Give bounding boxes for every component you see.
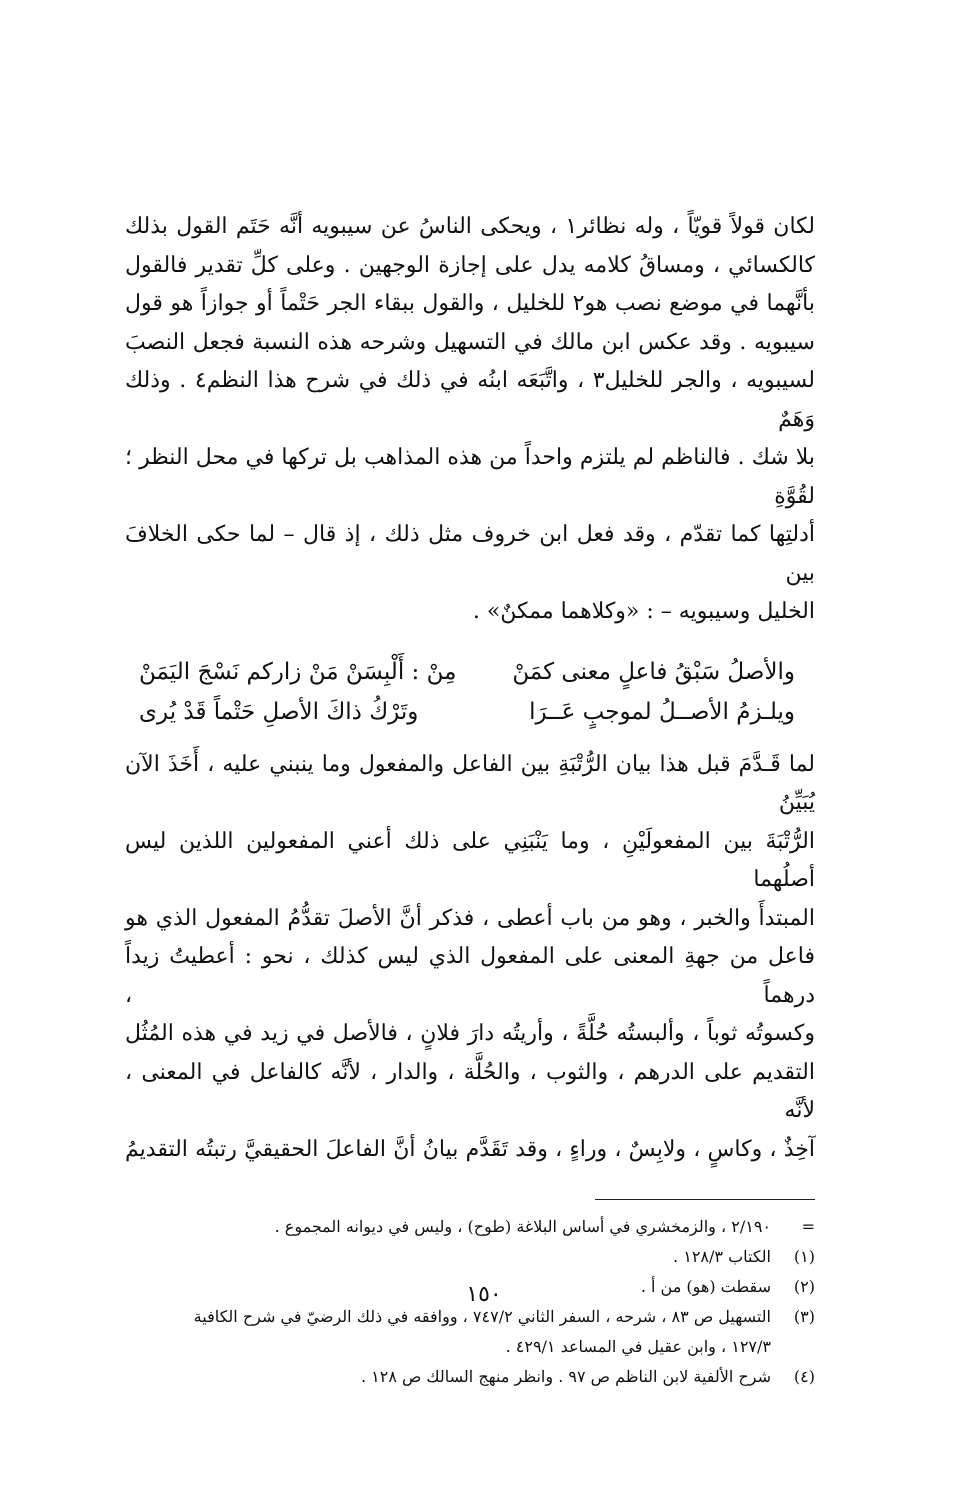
verse-line [125,652,815,692]
verse-block [125,652,815,732]
text-line: لما قَـدَّمَ قبل هذا بيان الرُّتْبَةِ بين الفاعل والمفعول وما ينبني عليه ، أَخَذَ الآن يُبَيِّنُ [125,751,815,815]
text-line: سيبويه . وقد عكس ابن مالك في التسهيل وشرحه هذه النسبة فجعل النصبَ [125,329,815,355]
footnote-number: (٤) [793,1367,815,1386]
text-line: لسيبويه ، والجر للخليل٣ ، واتَّبَعَه ابنُه في ذلك في شرح هذا النظم٤ . وذلك وَهَمٌ [125,368,815,432]
text-line: أدلتِها كما تقدّم ، وقد فعل ابن خروف مثل ذلك ، إذ قال – لما حكى الخلافَ بين [125,522,815,586]
text-line: الخليل وسيبويه – : «وكلاهما ممكنٌ» . [472,599,815,624]
page-number: ١٥٠ [466,1282,502,1307]
footnote-text: التسهيل ص ٨٣ ، شرحه ، السفر الثاني ٧٤٧/٢ ، ووافقه في ذلك الرضيّ في شرح الكافية [193,1307,771,1326]
text-line: بلا شك . فالناظم لم يلتزم واحداً من هذه المذاهب بل تركها في محل النظر ؛ لقُوَّةِ [125,445,815,509]
text-line: وكسوتُه ثوباً ، وألبستُه حُلَّةً ، وأريتُه دارَ فلانٍ ، فالأصل في زيد في هذه المُثُل [125,1021,815,1046]
text-line: فاعل من جهةِ المعنى على المفعول الذي ليس كذلك ، نحو : أعطيتُ زيداً درهماً ، [125,944,815,1008]
footnote [125,1302,815,1362]
text-line: لكان قولاً قويّاً ، وله نظائر١ ، ويحكى الناسُ عن سيبويه أنَّه حَتَم القول بذلك [125,214,816,239]
footnote-number: (٣) [793,1307,815,1326]
footnote-text: ١٢٧/٣ ، وابن عقيل في المساعد ٤٢٩/١ . [505,1337,771,1356]
text-line: آخِذٌ ، وكاسٍ ، ولابِسٌ ، وراءٍ ، وقد تَقَدَّم بيانُ أنَّ الفاعلَ الحقيقيَّ رتبتُه التقديمُ [125,1136,815,1162]
text-line: التقديم على الدرهم ، والثوب ، والحُلَّة ، والدار ، لأنَّه كالفاعل في المعنى ، لأنَّه [125,1059,815,1123]
paragraph-1 [125,208,815,632]
footnote-text: الكتاب ١٢٨/٣ . [673,1247,771,1266]
text-line: الرُّتْبَةَ بين المفعولَيْنِ ، وما يَنْبَنِي على ذلك أعني المفعولين اللذين ليس أصلُهما [125,828,815,892]
footnote-text: شرح الألفية لابن الناظم ص ٩٧ . وانظر منهج السالك ص ١٢٨ . [360,1367,771,1386]
verse-hemistich-right: ويلـزمُ الأصــلُ لموجبٍ عَــرَا [529,698,795,725]
paragraph-2 [125,746,815,1170]
footnote-number: (٢) [793,1277,815,1296]
footnote-text: سقطت (هو) من أ . [640,1277,771,1296]
text-line: المبتدأَ والخبر ، وهو من باب أعطى ، فذكر أنَّ الأصلَ تقدُّمُ المفعول الذي هو [125,905,815,931]
footnote-number: = [801,1217,815,1236]
footnote-number: (١) [793,1247,815,1266]
page-body [125,208,815,1392]
verse-hemistich-left: وتَرْكُ ذاكَ الأصلِ حَتْماً قَدْ يُرى [139,698,419,725]
text-line: بأنَّهما في موضع نصب هو٢ للخليل ، والقول ببقاء الجر حَتْماً أو جوازاً هو قول [125,291,816,316]
verse-line [125,692,815,732]
verse-hemistich-left: مِنْ : أَلْبِسَنْ مَنْ زاركم نَسْجَ اليَمَنْ [139,658,457,685]
footnote [125,1212,815,1242]
verse-hemistich-right: والأصلُ سَبْقُ فاعلٍ معنى كمَنْ [512,658,795,685]
text-line: كالكسائي ، ومساقُ كلامه يدل على إجازة الوجهين . وعلى كلِّ تقدير فالقول [125,252,815,278]
footnote-divider [595,1199,815,1200]
footnote-text: ٢/١٩٠ ، والزمخشري في أساس البلاغة (طوح) ، وليس في ديوانه المجموع . [274,1217,771,1236]
footnote [125,1242,815,1272]
footnote [125,1362,815,1392]
